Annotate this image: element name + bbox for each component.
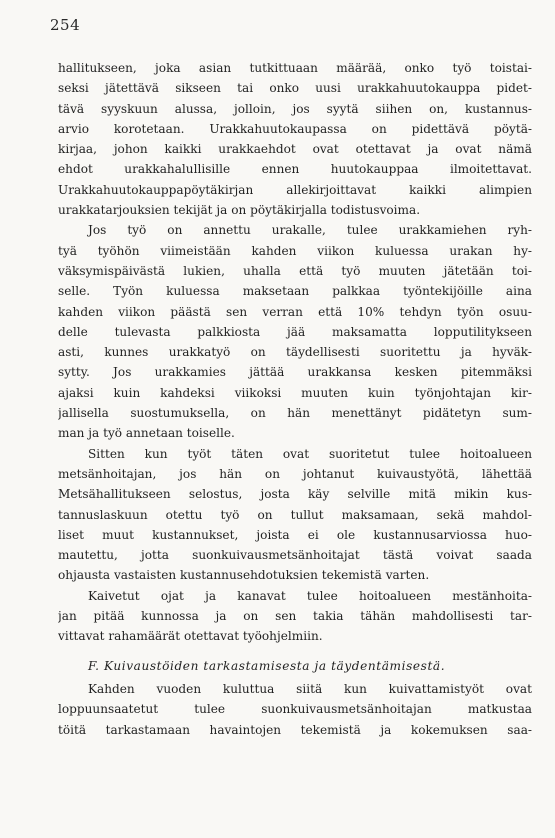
text-line: ehdot urakkahalullisille ennen huutokauppaa ilmoitettavat.	[58, 162, 532, 177]
text-line: töitä tarkastamaan havaintojen tekemistä ja kokemuksen saa-	[58, 722, 532, 737]
text-line: Sitten kun työt täten ovat suoritetut tulee hoitoalueen	[88, 446, 532, 461]
text-line: seksi jätettävä sikseen tai onko uusi urakkahuutokauppa pidet-	[58, 81, 532, 96]
text-line: ajaksi kuin kahdeksi viikoksi muuten kuin työnjohtajan kir-	[58, 385, 532, 400]
text-line: urakkatarjouksien tekijät ja on pöytäkirjalla todistusvoima.	[58, 203, 421, 218]
text-line: tannuslaskuun otettu työ on tullut maksamaan, sekä mahdol-	[58, 507, 532, 522]
text-line: metsänhoitajan, jos hän on johtanut kuivaustyötä, lähettää	[58, 466, 532, 481]
text-line: mautettu, jotta suonkuivausmetsänhoitajat tästä voivat saada	[58, 548, 532, 563]
text-line: Urakkahuutokauppapöytäkirjan allekirjoittavat kaikki alimpien	[58, 182, 532, 197]
text-line: vittavat rahamäärät otettavat työohjelmiin.	[58, 629, 323, 644]
text-line: kahden viikon päästä sen verran että 10% tehdyn työn osuu-	[58, 304, 532, 319]
body-text	[58, 58, 532, 740]
page-number: 254	[50, 16, 81, 34]
text-line: arvio korotetaan. Urakkahuutokaupassa on pidettävä pöytä-	[58, 121, 532, 136]
text-line: man ja työ annetaan toiselle.	[58, 426, 235, 441]
text-line: jallisella suostumuksella, on hän menettänyt pidätetyn sum-	[58, 406, 532, 421]
text-line: asti, kunnes urakkatyö on täydellisesti suoritettu ja hyväk-	[58, 345, 532, 360]
text-line: Kahden vuoden kuluttua siitä kun kuivattamistyöt ovat	[88, 681, 532, 696]
text-line: liset muut kustannukset, joista ei ole kustannusarviossa huo-	[58, 527, 532, 542]
text-line: jan pitää kunnossa ja on sen takia tähän mahdollisesti tar-	[58, 609, 532, 624]
text-line: selle. Työn kuluessa maksetaan palkkaa työntekijöille aina	[58, 284, 532, 299]
text-line: kirjaa, johon kaikki urakkaehdot ovat otettavat ja ovat nämä	[58, 142, 532, 157]
text-line: tävä syyskuun alussa, jolloin, jos syytä siihen on, kustannus-	[58, 101, 532, 116]
text-line: väksymispäivästä lukien, uhalla että työ muuten jätetään toi-	[58, 263, 532, 278]
section-heading: F. Kuivaustöiden tarkastamisesta ja täydentämisestä.	[88, 658, 446, 673]
text-line: loppuunsaatetut tulee suonkuivausmetsänhoitajan matkustaa	[58, 702, 532, 717]
text-line: ohjausta vastaisten kustannusehdotuksien tekemistä varten.	[58, 568, 430, 583]
text-line: tyä työhön viimeistään kahden viikon kuluessa urakan hy-	[58, 243, 532, 258]
text-line: sytty. Jos urakkamies jättää urakkansa kesken pitemmäksi	[58, 365, 532, 380]
text-line: Jos työ on annettu urakalle, tulee urakkamiehen ryh-	[88, 223, 532, 238]
text-line: Metsähallitukseen selostus, josta käy selville mitä mikin kus-	[58, 487, 532, 502]
text-line: hallitukseen, joka asian tutkittuaan määrää, onko työ toistai-	[58, 61, 532, 75]
text-line: delle tulevasta palkkiosta jää maksamatta lopputilitykseen	[58, 324, 532, 339]
text-line: Kaivetut ojat ja kanavat tulee hoitoalueen mestänhoita-	[88, 588, 532, 603]
